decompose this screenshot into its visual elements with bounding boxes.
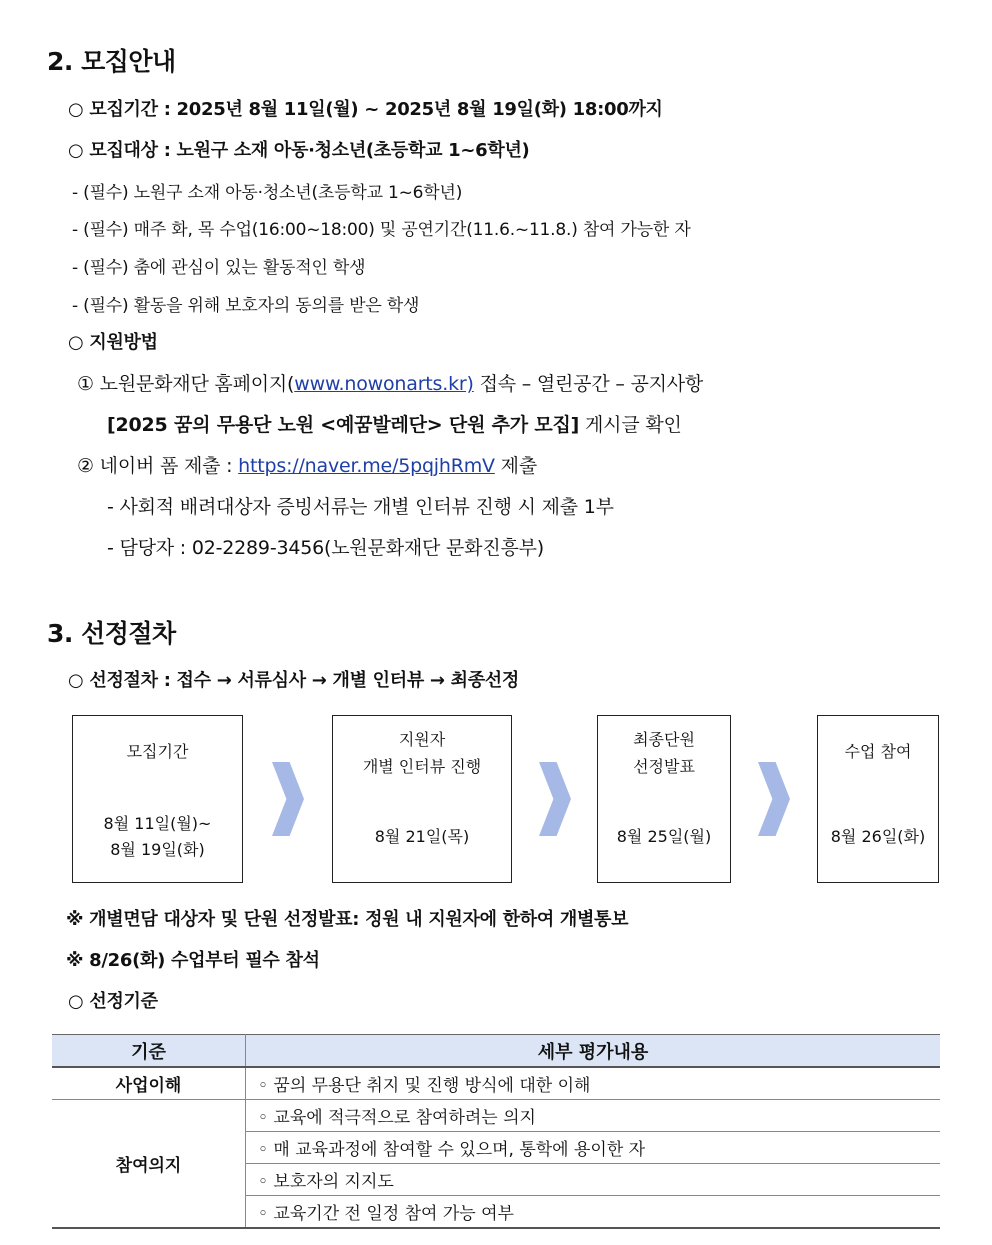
step-box-recruit <box>72 715 243 883</box>
step-box-title: 수업 참여 <box>844 742 912 761</box>
notice-post-title: [2025 꿈의 무용단 노원 <예꿈발레단> 단원 추가 모집] <box>107 414 580 436</box>
step2-prefix: ② 네이버 폼 제출 : <box>77 455 239 477</box>
step1-suffix: 접속 – 열린공간 – 공지사항 <box>473 373 704 395</box>
step-box-date: 8월 21일(목) <box>374 827 470 846</box>
criterion-label: 사업이해 <box>52 1067 246 1100</box>
header-criterion: 기준 <box>52 1035 246 1068</box>
step-box-final <box>597 715 731 883</box>
step2-suffix: 제출 <box>494 455 537 477</box>
step-box-interview <box>332 715 512 883</box>
step-box-date: 8월 26일(화) <box>830 827 926 846</box>
step-box-title: 개별 인터뷰 진행 <box>362 757 482 776</box>
step1-prefix: ① 노원문화재단 홈페이지( <box>77 373 295 395</box>
step-box-title: 모집기간 <box>126 742 189 761</box>
naver-form-link[interactable]: https://naver.me/5pqjhRmV <box>238 455 495 477</box>
method-note-2: - 담당자 : 02-2289-3456(노원문화재단 문화진흥부) <box>107 537 544 559</box>
chevron-right-icon <box>539 762 571 836</box>
requirement-item: - (필수) 노원구 소재 아동·청소년(초등학교 1~6학년) <box>72 183 463 203</box>
requirement-item: - (필수) 매주 화, 목 수업(16:00~18:00) 및 공연기간(11.6.~11.8.) 참여 가능한 자 <box>72 220 691 240</box>
criterion-item: ◦ 매 교육과정에 참여할 수 있으며, 통학에 용이한 자 <box>246 1132 941 1164</box>
recruit-target: ○ 모집대상 : 노원구 소재 아동·청소년(초등학교 1~6학년) <box>68 140 530 161</box>
requirement-item: - (필수) 활동을 위해 보호자의 동의를 받은 학생 <box>72 296 420 316</box>
homepage-link[interactable]: www.nowonarts.kr) <box>294 373 474 395</box>
criteria-table <box>52 1034 940 1229</box>
step-box-title: 선정발표 <box>633 757 695 776</box>
chevron-right-icon <box>758 762 790 836</box>
notice-post-rest: 게시글 확인 <box>579 414 682 436</box>
section2-title: 2. 모집안내 <box>47 47 176 76</box>
remark-1: ※ 개별면담 대상자 및 단원 선정발표: 정원 내 지원자에 한하여 개별통보 <box>66 909 629 930</box>
selection-process: ○ 선정절차 : 접수 → 서류심사 → 개별 인터뷰 → 최종선정 <box>68 670 519 691</box>
step-box-title: 최종단원 <box>633 730 695 749</box>
table-row <box>52 1100 940 1132</box>
remark-2: ※ 8/26(화) 수업부터 필수 참석 <box>66 950 320 971</box>
step-box-date: 8월 19일(화) <box>110 840 205 859</box>
step-box-title: 지원자 <box>398 730 446 749</box>
table-header-row <box>52 1035 940 1068</box>
requirement-item: - (필수) 춤에 관심이 있는 활동적인 학생 <box>72 258 366 278</box>
step-box-date: 8월 25일(월) <box>616 827 712 846</box>
method-note-1: - 사회적 배려대상자 증빙서류는 개별 인터뷰 진행 시 제출 1부 <box>107 496 614 518</box>
criterion-item: ◦ 꿈의 무용단 취지 및 진행 방식에 대한 이해 <box>246 1067 941 1100</box>
criterion-item: ◦ 교육기간 전 일정 참여 가능 여부 <box>246 1196 941 1229</box>
criterion-item: ◦ 보호자의 지지도 <box>246 1164 941 1196</box>
method-title: ○ 지원방법 <box>68 332 158 353</box>
method-step-1 <box>77 369 703 396</box>
section3-title: 3. 선정절차 <box>47 619 176 648</box>
step-box-class <box>817 715 939 883</box>
criterion-label: 참여의지 <box>52 1100 246 1229</box>
recruit-period: ○ 모집기간 : 2025년 8월 11일(월) ~ 2025년 8월 19일(화) 18:00까지 <box>68 99 663 120</box>
criterion-item: ◦ 교육에 적극적으로 참여하려는 의지 <box>246 1100 941 1132</box>
header-detail: 세부 평가내용 <box>246 1035 941 1068</box>
chevron-right-icon <box>272 762 304 836</box>
method-step-2 <box>77 451 537 478</box>
step-box-date: 8월 11일(월)~ <box>103 814 212 833</box>
table-row <box>52 1067 940 1100</box>
criteria-title: ○ 선정기준 <box>68 991 158 1012</box>
method-step-1-line2 <box>107 410 682 437</box>
